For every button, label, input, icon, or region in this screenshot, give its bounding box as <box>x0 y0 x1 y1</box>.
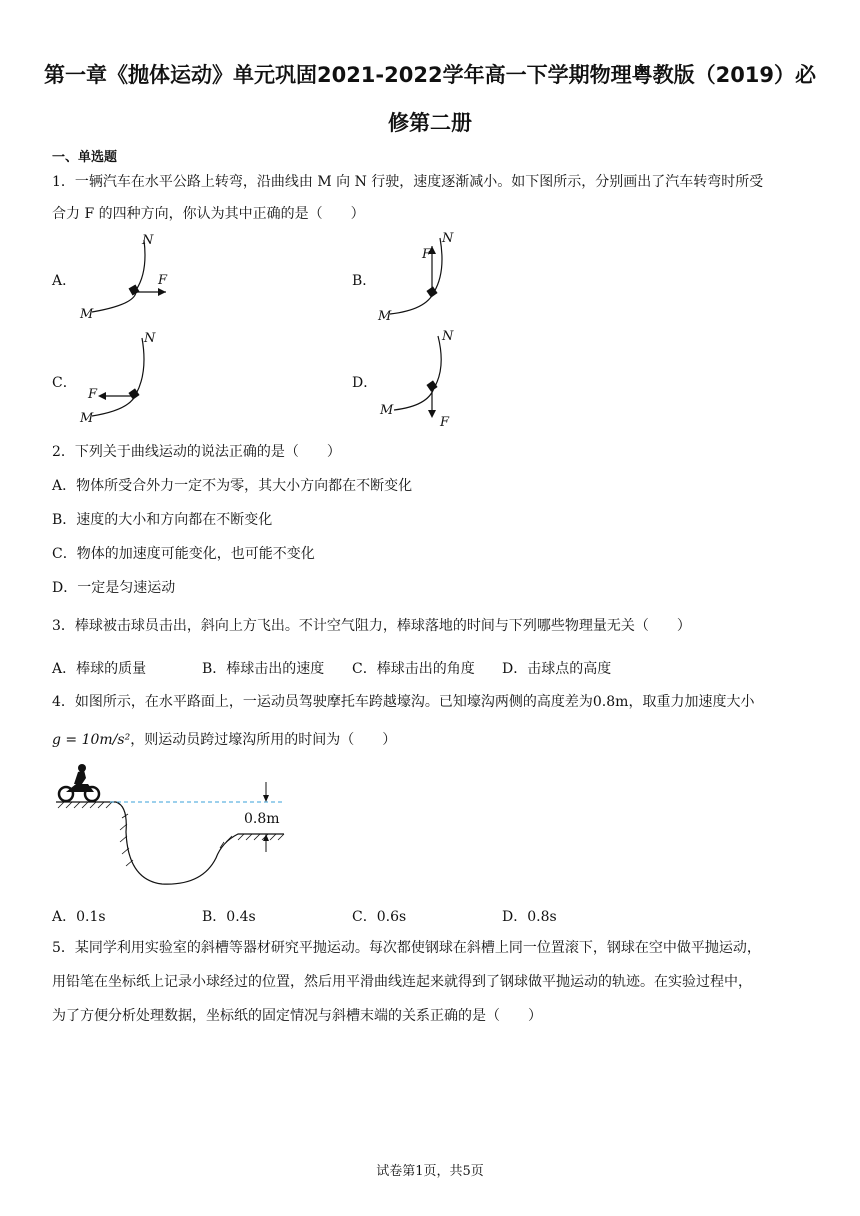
q1-d-label-n: N <box>442 330 454 344</box>
q5-line1: 5．某同学利用实验室的斜槽等器材研究平抛运动。每次都使钢球在斜槽上同一位置滚下，钢球在空中做平抛运动， <box>52 940 761 956</box>
q4-text-line1: 4．如图所示，在水平路面上，一运动员驾驶摩托车跨越壕沟。已知壕沟两侧的高度差为0.8m，取重力加速度大小 <box>52 694 755 710</box>
section-heading: 一、单选题 <box>52 150 118 165</box>
q1-b-label-n: N <box>442 232 454 246</box>
q1-diagram-a <box>78 232 188 326</box>
q1-c-label-f: F <box>88 387 98 402</box>
q5-line3: 为了方便分析处理数据，坐标纸的固定情况与斜槽末端的关系正确的是（ ） <box>52 1008 542 1024</box>
q1-b-label-f: F <box>422 247 432 262</box>
q1-diagram-b <box>376 232 476 326</box>
q2-option-a: A．物体所受合外力一定不为零，其大小方向都在不断变化 <box>52 478 413 494</box>
q1-text-line2: 合力 F 的四种方向，你认为其中正确的是（ ） <box>52 206 365 222</box>
q1-option-b: B． <box>352 273 377 289</box>
q1-a-label-n: N <box>142 233 154 248</box>
q1-d-label-f: F <box>440 415 450 430</box>
q3-option-c: C．棒球击出的角度 <box>352 661 475 677</box>
q3-stem: 3．棒球被击球员击出，斜向上方飞出。不计空气阻力，棒球落地的时间与下列哪些物理量无关（ ） <box>52 618 691 634</box>
q1-text-line1: 1．一辆汽车在水平公路上转弯，沿曲线由 M 向 N 行驶，速度逐渐减小。如下图所示，分别画出了汽车转弯时所受 <box>52 174 764 190</box>
q2-stem: 2．下列关于曲线运动的说法正确的是（ ） <box>52 444 341 460</box>
q1-a-label-f: F <box>158 273 168 288</box>
q4-option-c: C．0.6s <box>352 909 407 925</box>
q1-d-label-m: M <box>380 403 394 418</box>
q1-b-label-m: M <box>378 309 392 324</box>
page-footer: 试卷第1页，共5页 <box>376 1164 484 1179</box>
q1-diagram-d <box>376 330 476 430</box>
q4-height-label: 0.8m <box>244 811 280 827</box>
q3-option-d: D．击球点的高度 <box>502 661 612 677</box>
q2-option-b: B．速度的大小和方向都在不断变化 <box>52 512 273 528</box>
q3-option-b: B．棒球击出的速度 <box>202 661 325 677</box>
q2-option-d: D．一定是匀速运动 <box>52 580 176 596</box>
q4-formula: g = 10m/s² <box>52 732 131 748</box>
q1-option-a: A． <box>52 273 77 289</box>
q4-option-d: D．0.8s <box>502 909 557 925</box>
q4-option-a: A．0.1s <box>52 909 106 925</box>
q2-option-c: C．物体的加速度可能变化，也可能不变化 <box>52 546 315 562</box>
q1-option-c: C． <box>52 375 77 391</box>
q4-option-b: B．0.4s <box>202 909 256 925</box>
q1-c-label-n: N <box>144 332 156 346</box>
q1-option-d: D． <box>352 375 378 391</box>
motorcycle-icon <box>59 764 99 801</box>
q1-c-label-m: M <box>80 411 94 426</box>
q1-a-label-m: M <box>80 307 94 322</box>
doc-title-line1: 第一章《抛体运动》单元巩固2021-2022学年高一下学期物理粤教版（2019）必 <box>43 63 817 87</box>
q4-text-line2: ，则运动员跨过壕沟所用的时间为（ ） <box>130 732 397 748</box>
q3-option-a: A．棒球的质量 <box>52 661 147 677</box>
q5-line2: 用铅笔在坐标纸上记录小球经过的位置，然后用平滑曲线连起来就得到了钢球做平抛运动的轨迹。在实验过程中， <box>52 974 752 990</box>
q4-text-line2-wrap <box>52 726 812 754</box>
q4-ditch-diagram <box>52 762 302 892</box>
doc-title-line2: 修第二册 <box>388 111 472 135</box>
q1-diagram-c <box>78 332 178 426</box>
